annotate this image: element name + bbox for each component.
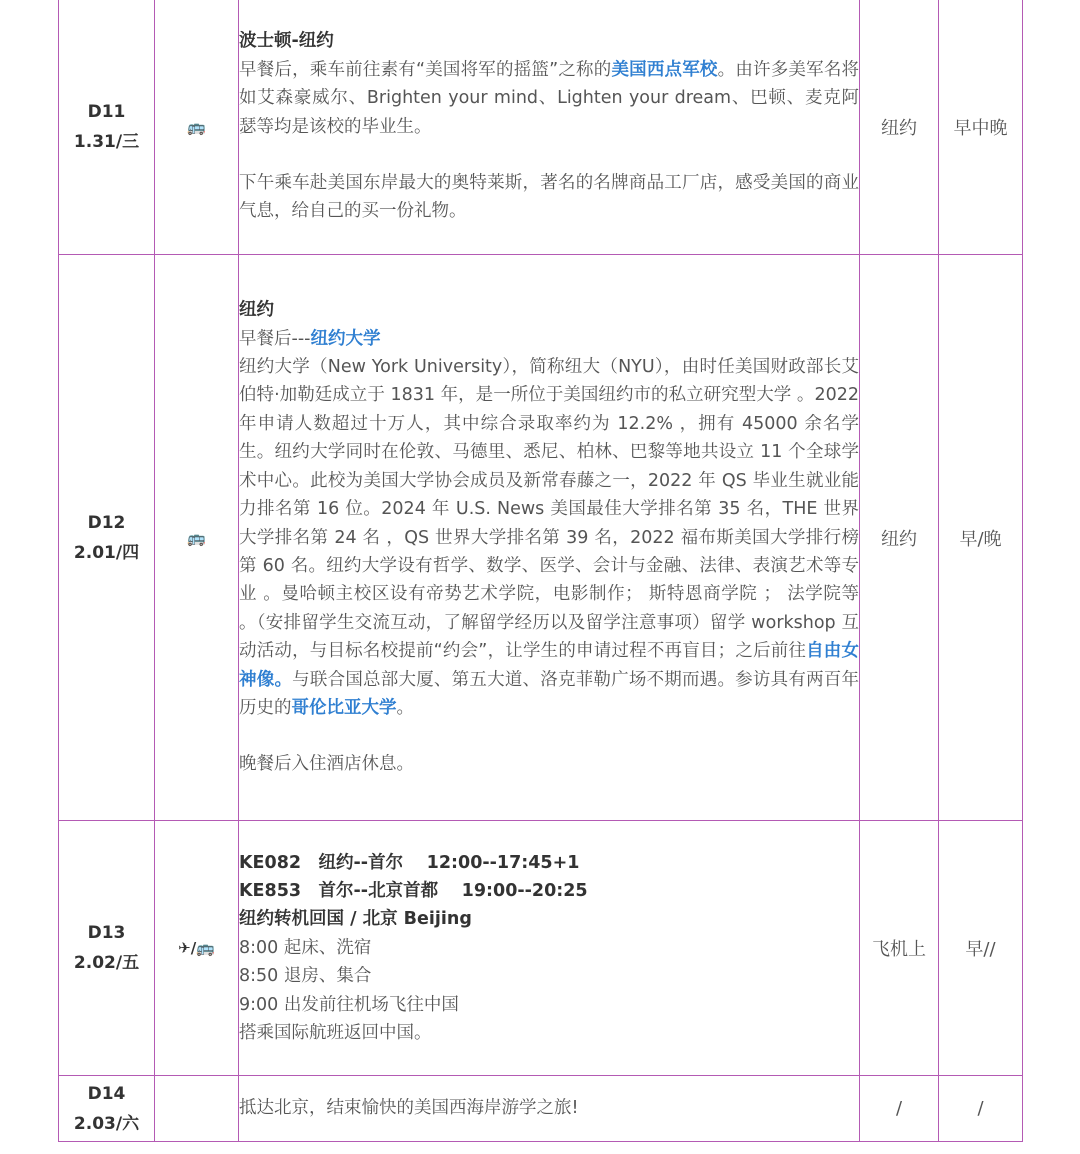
day-date: 2.01/四 <box>73 542 140 563</box>
transport-cell <box>155 1076 239 1142</box>
itinerary-content <box>239 255 860 821</box>
highlight-statue-of-liberty: 自由女神像。 <box>239 641 860 690</box>
day-date: 2.03/六 <box>73 1113 140 1134</box>
schedule-item: 8:00 起床、洗宿 <box>239 937 372 958</box>
itinerary-content: 抵达北京，结束愉快的美国西海岸游学之旅! <box>239 1076 860 1142</box>
meal-cell: 早// <box>939 821 1023 1076</box>
transport-plane-bus-icon: ✈/🚌 <box>155 821 239 1076</box>
flight-line: KE853 首尔--北京首都 19:00--20:25 <box>239 880 588 901</box>
highlight-westpoint: 美国西点军校 <box>611 59 718 80</box>
highlight-columbia: 哥伦比亚大学 <box>291 697 397 718</box>
meal-cell: / <box>939 1076 1023 1142</box>
table-row <box>59 1076 1023 1142</box>
city-cell: / <box>860 1076 939 1142</box>
day-cell <box>59 821 155 1076</box>
transport-bus-icon: 🚌 <box>155 255 239 821</box>
day-code: D14 <box>87 1083 126 1104</box>
day-code: D11 <box>87 101 126 122</box>
city-cell: 纽约 <box>860 0 939 255</box>
paragraph: 下午乘车赴美国东岸最大的奥特莱斯，著名的名牌商品工厂店，感受美国的商业气息，给自己的买一份礼物。 <box>239 172 859 222</box>
paragraph: 纽约大学（New York University），简称纽大（NYU），由时任美国财政部长艾伯特·加勒廷成立于 1831 年，是一所位于美国纽约市的私立研究型大学 。2022 年申请人数超过十万人，其中综合录取率约为 12.2% ，拥有 45000 余名学生。纽约大学同时在伦敦、马德里、悉尼、柏林、巴黎等地共设立 11 个全球学术中心。此校为美国大学协会成员及新常春藤之一，2022 年 QS 毕业生就业能力排名第 16 位。2024 年 U.S. News 美国最佳大学排名第 35 名，THE 世界大学排名第 24 名 ，QS 世界大学排名第 39 名，2022 福布斯美国大学排行榜第 60 名。纽约大学设有哲学、数学、医学、会计与金融、法律、表演艺术等专业 。曼哈顿主校区设有帝势艺术学院，电影制作； 斯特恩商学院 ； 法学院等 。（安排留学生交流互动，了解留学经历以及留学注意事项）留学 workshop 互动活动，与目标名校提前“约会”，让学生的申请过程不再盲目；之后前往自由女神像。与联合国总部大厦、第五大道、洛克菲勒广场不期而遇。参访具有两百年历史的哥伦比亚大学。 <box>239 357 860 718</box>
table-row <box>59 821 1023 1076</box>
day-cell <box>59 255 155 821</box>
route-heading: 纽约转机回国 / 北京 Beijing <box>239 909 472 930</box>
schedule-item: 8:50 退房、集合 <box>239 966 372 987</box>
day-cell <box>59 0 155 255</box>
paragraph: 早餐后，乘车前往素有“美国将军的摇篮”之称的美国西点军校。由许多美军名将如艾森豪威尔、Brighten your mind、Lighten your dream、巴顿、麦克阿瑟等均是该校的毕业生。 <box>239 59 860 137</box>
paragraph: 晚餐后入住酒店休息。 <box>239 754 414 775</box>
meal-cell: 早中晚 <box>939 0 1023 255</box>
day-date: 2.02/五 <box>73 953 140 973</box>
city-cell: 纽约 <box>860 255 939 821</box>
flight-line: KE082 纽约--首尔 12:00--17:45+1 <box>239 852 580 873</box>
city-cell: 飞机上 <box>860 821 939 1076</box>
itinerary-table <box>58 0 1023 1142</box>
paragraph: 早餐后---纽约大学 <box>239 328 381 349</box>
meal-cell: 早/晚 <box>939 255 1023 821</box>
day-code: D13 <box>87 923 126 943</box>
table-row <box>59 0 1023 255</box>
itinerary-content <box>239 0 860 255</box>
highlight-nyu: 纽约大学 <box>310 328 381 349</box>
route-heading: 波士顿-纽约 <box>239 31 334 52</box>
itinerary-content <box>239 821 860 1076</box>
day-cell <box>59 1076 155 1142</box>
schedule-item: 9:00 出发前往机场飞往中国 <box>239 994 459 1015</box>
route-heading: 纽约 <box>239 300 274 321</box>
schedule-item: 搭乘国际航班返回中国。 <box>239 1023 432 1044</box>
transport-bus-icon: 🚌 <box>155 0 239 255</box>
day-date: 1.31/三 <box>73 131 140 152</box>
table-row <box>59 255 1023 821</box>
day-code: D12 <box>87 512 126 533</box>
